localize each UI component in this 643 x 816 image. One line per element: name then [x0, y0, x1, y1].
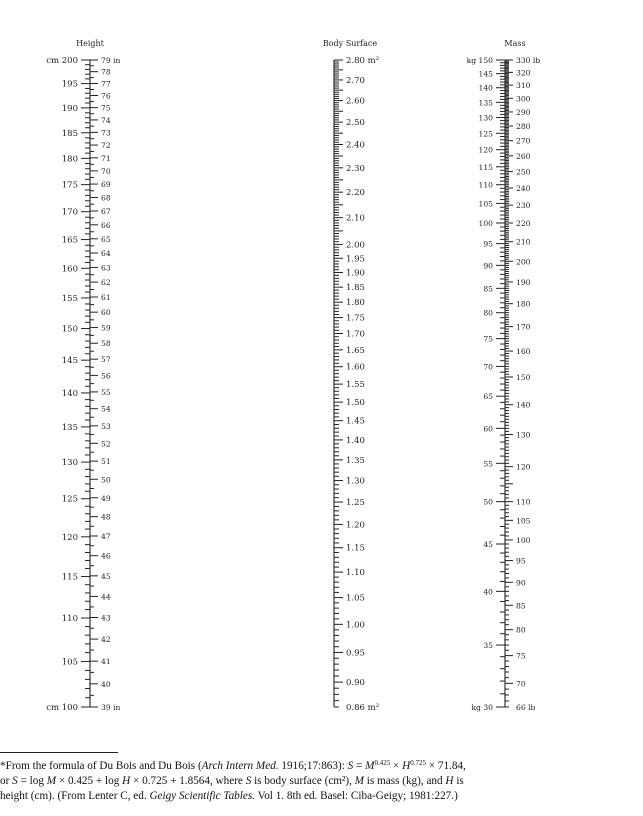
mass-kg-label: kg 30: [471, 703, 493, 712]
height-in-label: 57: [101, 355, 111, 365]
mass-kg-label: 60: [483, 424, 493, 434]
height-cm-label: 170: [61, 207, 78, 218]
body-surface-label: 0.90: [346, 678, 365, 689]
body-surface-label: 1.30: [346, 476, 365, 487]
mass-kg-label: 115: [478, 162, 493, 172]
body-surface-label: 2.00: [346, 240, 365, 251]
body-surface-label: 2.60: [346, 96, 365, 107]
height-in-label: 64: [101, 248, 111, 258]
height-in-label: 56: [101, 371, 111, 381]
height-cm-label: 185: [61, 128, 78, 139]
body-surface-label: 1.95: [346, 254, 365, 265]
footnote-text: height (cm). (From Lenter C, ed.: [0, 790, 150, 802]
mass-kg-label: 125: [478, 129, 493, 139]
height-in-label: 46: [101, 551, 111, 561]
height-in-label: 52: [101, 439, 111, 449]
height-in-label: 47: [101, 531, 111, 541]
footnote-text: or: [0, 775, 13, 787]
var-m: M: [46, 775, 57, 787]
mass-kg-label: 35: [483, 641, 493, 651]
height-cm-label: 195: [61, 79, 78, 90]
mass-lb-label: 85: [516, 601, 526, 611]
mass-lb-label: 150: [516, 372, 531, 382]
var-h: H: [122, 775, 131, 787]
height-in-label: 60: [101, 308, 111, 318]
mass-lb-label: 320: [516, 68, 531, 78]
height-in-label: 62: [101, 278, 111, 288]
height-in-label: 65: [101, 234, 111, 244]
body-surface-label: 1.35: [346, 455, 365, 466]
journal-title: Arch Intern Med.: [201, 760, 279, 772]
height-cm-label: cm 200: [46, 56, 78, 66]
height-in-label: 76: [101, 91, 111, 101]
mass-kg-label: 70: [483, 362, 493, 372]
height-cm-label: 150: [61, 324, 78, 335]
mass-lb-label: 180: [516, 299, 531, 309]
mass-kg-label: 90: [483, 261, 493, 271]
height-in-label: 77: [101, 79, 111, 89]
body-surface-label: 1.05: [346, 593, 365, 604]
body-surface-label: 1.00: [346, 620, 365, 631]
height-in-label: 51: [101, 457, 111, 467]
body-surface-label: 0.86 m²: [346, 703, 380, 713]
mass-lb-label: 330 lb: [516, 56, 541, 65]
height-in-label: 78: [101, 67, 111, 77]
var-s: S: [12, 775, 18, 787]
mass-lb-label: 70: [516, 679, 526, 689]
height-in-label: 69: [101, 180, 111, 190]
height-in-label: 68: [101, 193, 111, 203]
height-in-label: 72: [101, 141, 111, 151]
mass-kg-label: 85: [483, 284, 493, 294]
footnote-line-1: [0, 759, 643, 774]
var-s: S: [347, 760, 354, 772]
body-surface-label: 1.55: [346, 380, 365, 391]
body-surface-label: 1.40: [346, 435, 365, 446]
height-in-label: 44: [101, 592, 111, 602]
body-surface-label: 2.70: [346, 75, 365, 86]
mass-lb-label: 260: [516, 151, 531, 161]
height-cm-label: 125: [61, 494, 78, 505]
mass-lb-label: 120: [516, 462, 531, 472]
body-surface-label: 1.70: [346, 329, 365, 340]
body-surface-label: 1.90: [346, 268, 365, 279]
body-surface-label: 1.85: [346, 283, 365, 294]
height-cm-label: 135: [61, 422, 78, 433]
height-cm-label: 165: [61, 235, 78, 246]
height-scale-title: Height: [76, 39, 104, 48]
height-in-label: 45: [101, 571, 111, 581]
height-cm-label: 140: [61, 388, 78, 399]
body-surface-label: 0.95: [346, 648, 365, 659]
mass-lb-label: 280: [516, 122, 531, 132]
height-in-label: 48: [101, 512, 111, 522]
mass-kg-label: 50: [483, 497, 493, 507]
mass-kg-label: 75: [483, 334, 493, 344]
mass-lb-label: 220: [516, 218, 531, 228]
mass-kg-label: 45: [483, 540, 493, 550]
mass-kg-label: 130: [478, 113, 493, 123]
mass-lb-label: 290: [516, 107, 531, 117]
var-m: M: [365, 760, 375, 772]
mass-lb-label: 90: [516, 578, 526, 588]
body-surface-scale-title: Body Surface: [322, 39, 378, 48]
height-in-label: 71: [101, 153, 111, 163]
height-in-label: 58: [101, 339, 111, 349]
height-in-label: 54: [101, 404, 111, 414]
height-cm-label: 190: [61, 103, 78, 114]
footnote-line-2: [0, 774, 643, 789]
height-in-label: 41: [101, 657, 111, 667]
mass-kg-label: 145: [478, 69, 493, 79]
footnote-text: × 0.725 + 1.8564, where: [130, 775, 246, 787]
height-in-label: 61: [101, 293, 111, 303]
exponent: 0.425: [374, 759, 391, 767]
height-in-label: 50: [101, 475, 111, 485]
mass-lb-label: 95: [516, 556, 526, 566]
mass-lb-label: 200: [516, 257, 531, 267]
mass-lb-label: 160: [516, 347, 531, 357]
body-surface-label: 2.80 m²: [346, 56, 380, 66]
mass-lb-label: 110: [516, 497, 531, 507]
var-m: M: [354, 775, 364, 787]
mass-lb-label: 80: [516, 625, 526, 635]
mass-lb-label: 190: [516, 277, 531, 287]
footnote-text: is body surface (cm²),: [251, 775, 355, 787]
body-surface-label: 1.50: [346, 398, 365, 409]
height-in-label: 75: [101, 103, 111, 113]
height-cm-label: 110: [61, 614, 78, 625]
mass-lb-label: 310: [516, 81, 531, 91]
height-cm-label: 105: [61, 657, 78, 668]
footnote-marker: *: [0, 760, 6, 772]
body-surface-label: 1.25: [346, 498, 365, 509]
footnote-text: Vol 1. 8th ed. Basel: Ciba-Geigy; 1981:227.): [254, 790, 458, 802]
footnote-text: = log: [17, 775, 47, 787]
footnote: [0, 759, 643, 804]
mass-lb-label: 270: [516, 136, 531, 146]
height-in-label: 66: [101, 220, 111, 230]
height-in-label: 43: [101, 613, 111, 623]
mass-lb-label: 210: [516, 237, 531, 247]
mass-lb-label: 105: [516, 516, 531, 526]
footnote-text: ×: [390, 760, 403, 772]
mass-lb-label: 100: [516, 535, 531, 545]
body-surface-label: 2.30: [346, 163, 365, 174]
footnote-text: is: [453, 775, 464, 787]
mass-lb-label: 230: [516, 201, 531, 211]
height-in-label: 53: [101, 421, 111, 431]
height-in-label: 39 in: [101, 703, 121, 712]
footnote-text: is mass (kg), and: [364, 775, 446, 787]
height-cm-label: cm 100: [46, 703, 78, 713]
height-cm-label: 160: [61, 264, 78, 275]
footnote-divider: [0, 752, 118, 753]
body-surface-label: 1.80: [346, 298, 365, 309]
mass-kg-label: 40: [483, 587, 493, 597]
mass-lb-label: 170: [516, 322, 531, 332]
body-surface-label: 1.60: [346, 362, 365, 373]
height-in-label: 79 in: [101, 56, 121, 65]
height-in-label: 40: [101, 679, 111, 689]
footnote-text: 1916;17:863):: [278, 760, 348, 772]
body-surface-label: 1.75: [346, 313, 365, 324]
body-surface-label: 2.20: [346, 188, 365, 199]
mass-kg-label: 100: [478, 218, 493, 228]
footnote-line-3: [0, 789, 643, 804]
mass-lb-label: 300: [516, 94, 531, 104]
mass-kg-label: 110: [478, 180, 493, 190]
var-s: S: [245, 775, 252, 787]
mass-lb-label: 130: [516, 430, 531, 440]
mass-kg-label: 135: [478, 98, 493, 108]
height-cm-label: 155: [61, 293, 78, 304]
height-in-label: 55: [101, 387, 111, 397]
mass-lb-label: 75: [516, 651, 526, 661]
mass-lb-label: 250: [516, 167, 531, 177]
body-surface-label: 1.20: [346, 520, 365, 531]
height-in-label: 67: [101, 207, 111, 217]
mass-kg-label: 140: [478, 83, 493, 93]
height-in-label: 59: [101, 323, 111, 333]
height-in-label: 70: [101, 166, 111, 176]
mass-kg-label: 55: [483, 459, 493, 469]
mass-lb-label: 140: [516, 400, 531, 410]
body-surface-label: 1.65: [346, 345, 365, 356]
height-in-label: 74: [101, 115, 111, 125]
mass-lb-label: 66 lb: [516, 703, 536, 712]
footnote-text: × 0.425 + log: [56, 775, 123, 787]
height-in-label: 63: [101, 263, 111, 273]
body-surface-label: 2.40: [346, 140, 365, 151]
body-surface-label: 2.50: [346, 118, 365, 129]
height-cm-label: 145: [61, 356, 78, 367]
mass-kg-label: 95: [483, 239, 493, 249]
height-cm-label: 130: [61, 458, 78, 469]
height-in-label: 73: [101, 128, 111, 138]
mass-kg-label: kg 150: [466, 56, 493, 65]
mass-lb-label: 240: [516, 184, 531, 194]
mass-kg-label: 105: [478, 199, 493, 209]
footnote-text: =: [353, 760, 366, 772]
body-surface-label: 1.45: [346, 416, 365, 427]
height-in-label: 49: [101, 493, 111, 503]
height-cm-label: 175: [61, 180, 78, 191]
exponent: 0.725: [410, 759, 426, 767]
body-surface-label: 2.10: [346, 213, 365, 224]
var-h: H: [445, 775, 454, 787]
var-h: H: [402, 760, 411, 772]
mass-kg-label: 65: [483, 392, 493, 402]
book-title: Geigy Scientific Tables.: [149, 790, 255, 802]
height-in-label: 42: [101, 635, 111, 645]
mass-scale-title: Mass: [504, 39, 526, 48]
body-surface-label: 1.15: [346, 543, 365, 554]
body-surface-label: 1.10: [346, 568, 365, 579]
mass-kg-label: 120: [478, 145, 493, 155]
footnote-text: From the formula of Du Bois and Du Bois (: [5, 760, 202, 772]
footnote-text: × 71.84,: [425, 760, 466, 772]
height-cm-label: 115: [61, 572, 78, 583]
mass-kg-label: 80: [483, 308, 493, 318]
height-cm-label: 120: [61, 532, 78, 543]
height-cm-label: 180: [61, 154, 78, 165]
